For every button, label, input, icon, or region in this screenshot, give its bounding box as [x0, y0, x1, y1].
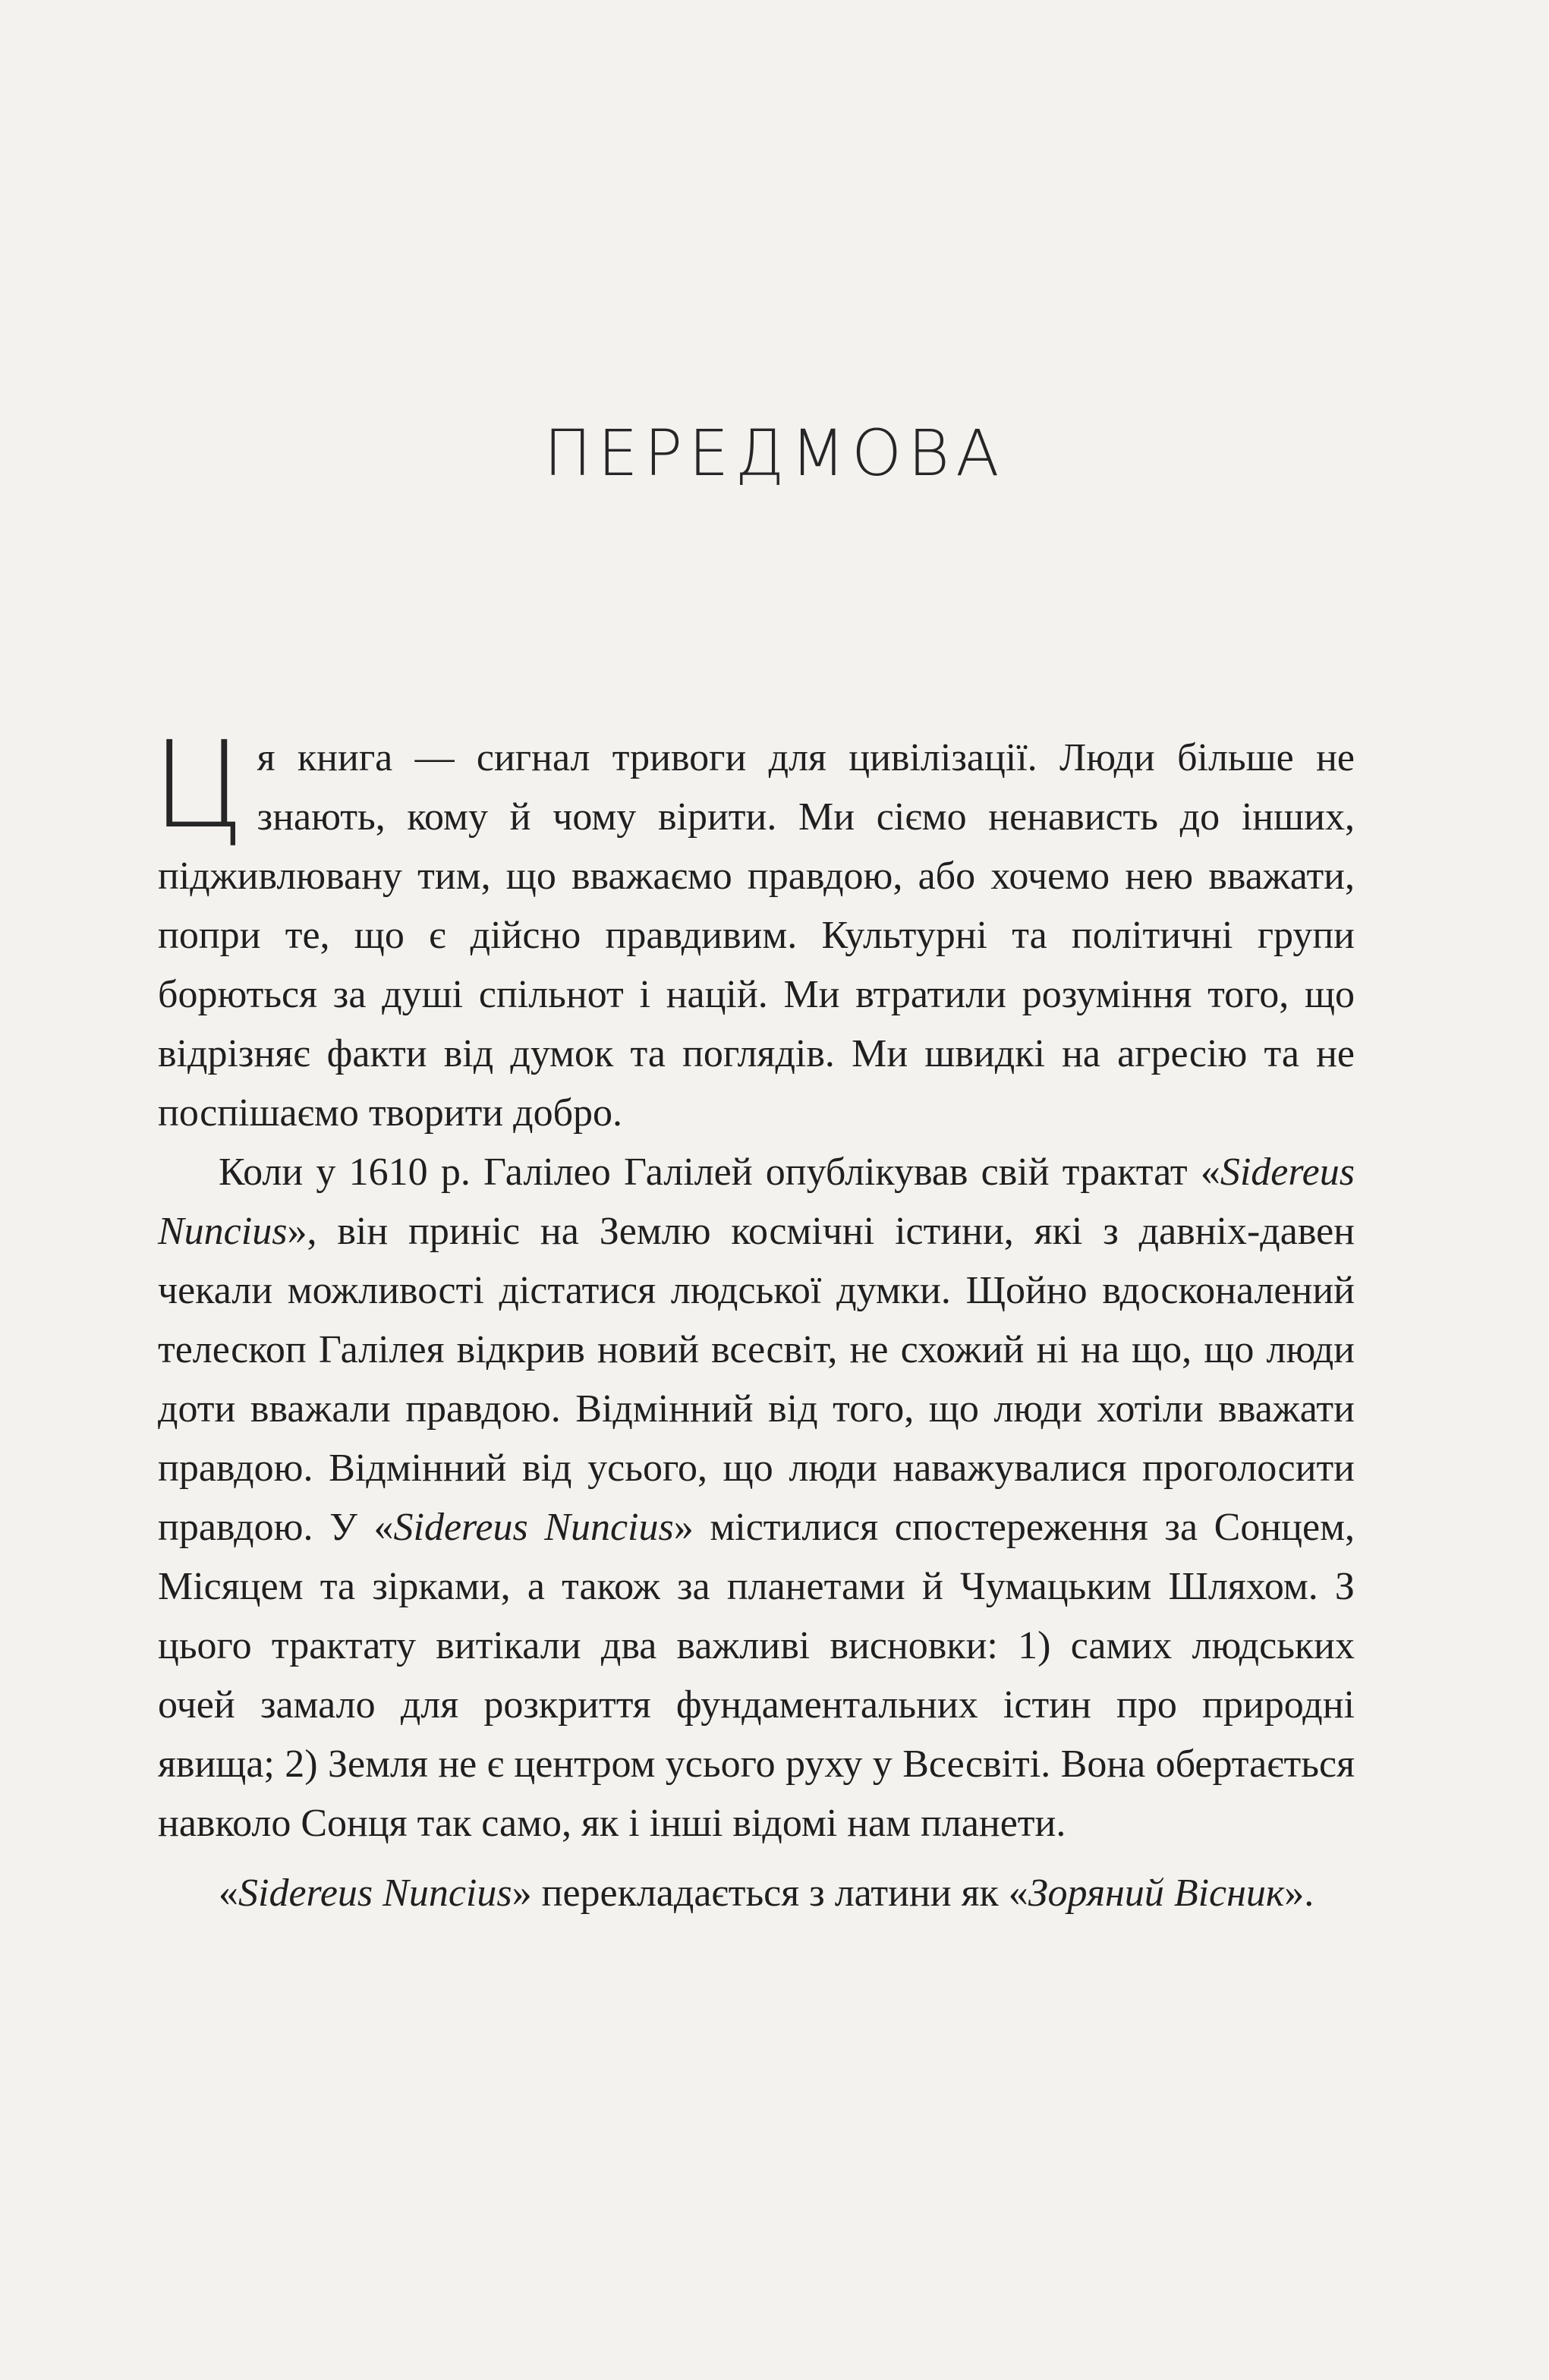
footnote	[158, 1864, 1355, 1923]
footnote-middle: » перекладається з латини як «	[512, 1872, 1028, 1915]
drop-cap: Ц	[152, 716, 245, 855]
paragraph-1	[152, 716, 1355, 1143]
footnote-open-quote: «	[219, 1872, 238, 1915]
paragraph-2	[158, 1143, 1355, 1853]
paragraph-1-text: я книга — сигнал тривоги для цивілізації. Люди більше не знають, кому й чому вірити. Ми сіємо ненависть до інших, підживлювану тим, що вважаємо правдою, або хочемо нею вважати, попри те, що є дійсно правдивим. Культурні та політичні групи борються за душі спільнот і націй. Ми втратили розуміння того, що відрізняє факти від думок та поглядів. Ми швидкі на агресію та не поспішаємо творити добро.	[158, 736, 1355, 1135]
paragraph-2-part-2: », він приніс на Землю космічні істини, які з давніх-давен чекали можливості дістатися людської думки. Щойно вдосконалений телескоп Галілея відкрив новий всесвіт, не схожий ні на що, що люди доти вважали правдою. Відмінний від того, що люди хотіли вважати правдою. Відмінний від усього, що люди наважувалися проголосити правдою. У «	[158, 1210, 1355, 1549]
footnote-latin-title: Sidereus Nuncius	[238, 1872, 512, 1915]
book-title-italic: Sidereus Nuncius	[393, 1506, 674, 1549]
paragraph-2-part-3: » містилися спостереження за Сонцем, Місяцем та зірками, а також за планетами й Чумацьким Шляхом. З цього трактату витікали два важливі висновки: 1) самих людських очей замало для розкриття фундаментальних істин про природні явища; 2) Земля не є центром усього руху у Всесвіті. Вона обертається навколо Сонця так само, як і інші відомі нам планети.	[158, 1506, 1355, 1845]
footnote-close: ».	[1284, 1872, 1314, 1915]
page-title: ПЕРЕДМОВА	[543, 416, 1006, 490]
footnote-translation: Зоряний Вісник	[1028, 1872, 1285, 1915]
paragraph-2-part-1: Коли у 1610 р. Галілео Галілей опублікував свій трактат «	[219, 1151, 1220, 1194]
preface-body	[152, 716, 1355, 1923]
book-title-italic: Sidereus Nuncius	[158, 1151, 1355, 1253]
